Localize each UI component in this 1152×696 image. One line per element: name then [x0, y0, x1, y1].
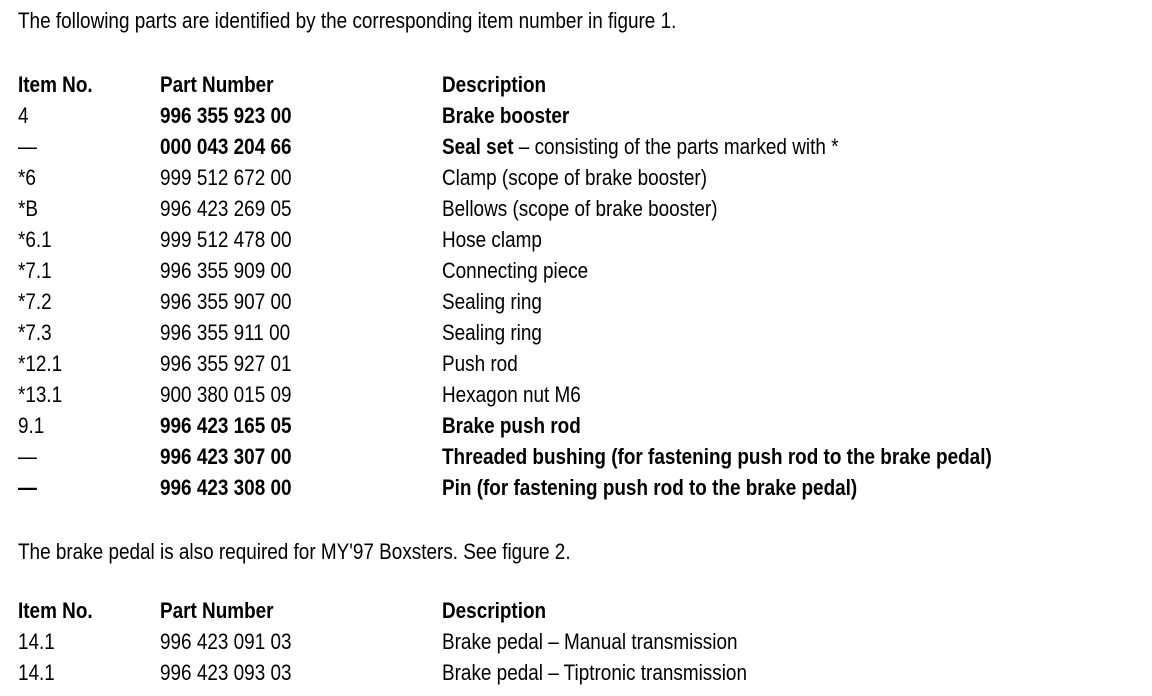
description: Hexagon nut M6: [442, 382, 581, 407]
part-number: 996 423 091 03: [160, 629, 292, 654]
header-item-no: Item No.: [18, 598, 93, 623]
mid-paragraph: The brake pedal is also required for MY'97 Boxsters. See figure 2.: [18, 539, 571, 564]
part-number: 996 355 927 01: [160, 351, 292, 376]
part-number: 996 423 269 05: [160, 196, 292, 221]
description-extra: – consisting of the parts marked with *: [513, 134, 839, 159]
table-row: [18, 162, 1148, 193]
description: Connecting piece: [442, 258, 589, 283]
item-no: *6.1: [18, 227, 52, 252]
table-row: [18, 626, 1148, 657]
item-no: *7.3: [18, 320, 52, 345]
item-no: *6: [18, 165, 36, 190]
part-number: 000 043 204 66: [160, 134, 292, 159]
table-header: [18, 69, 1148, 100]
intro-paragraph: The following parts are identified by the corresponding item number in figure 1.: [18, 8, 677, 33]
part-number: 999 512 672 00: [160, 165, 292, 190]
item-no: 14.1: [18, 660, 55, 685]
description: Push rod: [442, 351, 518, 376]
description: Pin (for fastening push rod to the brake pedal): [442, 475, 858, 500]
part-number: 900 380 015 09: [160, 382, 292, 407]
table-row: [18, 317, 1148, 348]
table-row: [18, 286, 1148, 317]
description: Sealing ring: [442, 320, 542, 345]
description: Clamp (scope of brake booster): [442, 165, 708, 190]
item-no: 14.1: [18, 629, 55, 654]
part-number: 996 355 907 00: [160, 289, 292, 314]
item-no: —: [18, 134, 37, 159]
header-part-number: Part Number: [160, 598, 274, 623]
part-number: 996 355 911 00: [160, 320, 291, 345]
table-row: [18, 379, 1148, 410]
description: Sealing ring: [442, 289, 542, 314]
part-number: 996 423 093 03: [160, 660, 292, 685]
item-no: *7.2: [18, 289, 52, 314]
parts-table-figure-2: [18, 595, 1148, 688]
table-row: [18, 131, 1148, 162]
table-row: [18, 348, 1148, 379]
description: Bellows (scope of brake booster): [442, 196, 718, 221]
description: Brake pedal – Tiptronic transmission: [442, 660, 747, 685]
header-description: Description: [442, 72, 547, 97]
item-no: *7.1: [18, 258, 52, 283]
description: Hose clamp: [442, 227, 542, 252]
description: Threaded bushing (for fastening push rod to the brake pedal): [442, 444, 992, 469]
table-row: [18, 255, 1148, 286]
table-row: [18, 441, 1148, 472]
part-number: 996 423 165 05: [160, 413, 292, 438]
description: [442, 131, 838, 162]
description: Brake booster: [442, 103, 570, 128]
table-row: [18, 193, 1148, 224]
item-no: 9.1: [18, 413, 45, 438]
part-number: 996 355 909 00: [160, 258, 292, 283]
header-item-no: Item No.: [18, 72, 93, 97]
item-no: 4: [18, 103, 29, 128]
description-bold: Seal set: [442, 134, 514, 159]
item-no: —: [18, 475, 37, 500]
part-number: 996 355 923 00: [160, 103, 292, 128]
part-number: 996 423 308 00: [160, 475, 292, 500]
table-row: [18, 472, 1148, 503]
item-no: *13.1: [18, 382, 63, 407]
part-number: 999 512 478 00: [160, 227, 292, 252]
part-number: 996 423 307 00: [160, 444, 292, 469]
header-description: Description: [442, 598, 547, 623]
table-row: [18, 224, 1148, 255]
item-no: *12.1: [18, 351, 63, 376]
parts-table-figure-1: [18, 69, 1148, 503]
table-row: [18, 657, 1148, 688]
table-header: [18, 595, 1148, 626]
table-row: [18, 100, 1148, 131]
header-part-number: Part Number: [160, 72, 274, 97]
description: Brake pedal – Manual transmission: [442, 629, 738, 654]
item-no: —: [18, 444, 37, 469]
table-row: [18, 410, 1148, 441]
item-no: *B: [18, 196, 38, 221]
description: Brake push rod: [442, 413, 581, 438]
